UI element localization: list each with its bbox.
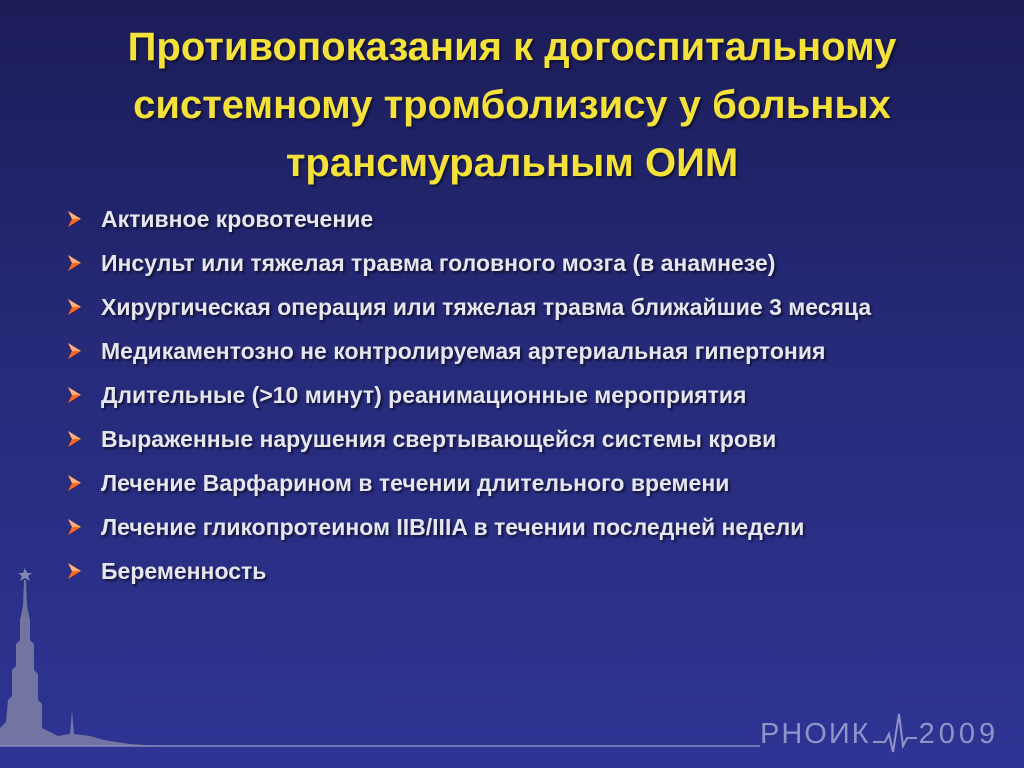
list-item-text: Выраженные нарушения свертывающейся системы крови [101,426,777,452]
list-item-text: Инсульт или тяжелая травма головного мозга (в анамнезе) [101,250,776,276]
arrow-bullet-icon [64,473,84,493]
list-item [64,514,1004,541]
logo-year: 2009 [918,717,1000,750]
heartbeat-icon [873,712,917,756]
list-item [64,382,1004,409]
list-item [64,250,1004,277]
list-item-text: Лечение гликопротеином IIB/IIIA в течении последней недели [101,514,805,540]
list-item [64,426,1004,453]
arrow-bullet-icon [64,341,84,361]
contraindications-list [64,206,1004,602]
arrow-bullet-icon [64,209,84,229]
list-item-text: Активное кровотечение [101,206,374,232]
arrow-bullet-icon [64,517,84,537]
list-item [64,338,1004,365]
list-item-text: Лечение Варфарином в течении длительного времени [101,470,730,496]
slide-title: Противопоказания к догоспитальному системному тромболизису у больных трансмуральным ОИМ [127,25,897,185]
arrow-bullet-icon [64,253,84,273]
list-item-text: Медикаментозно не контролируемая артериальная гипертония [101,338,826,364]
arrow-bullet-icon [64,297,84,317]
list-item-text: Длительные (>10 минут) реанимационные мероприятия [101,382,747,408]
list-item [64,470,1004,497]
logo-name: РНОИК [760,717,871,750]
list-item-text: Беременность [101,558,267,584]
arrow-bullet-icon [64,429,84,449]
list-item [64,206,1004,233]
list-item [64,294,1004,321]
conference-logo [760,712,999,756]
list-item-text: Хирургическая операция или тяжелая травма ближайшие 3 месяца [101,294,872,320]
arrow-bullet-icon [64,385,84,405]
